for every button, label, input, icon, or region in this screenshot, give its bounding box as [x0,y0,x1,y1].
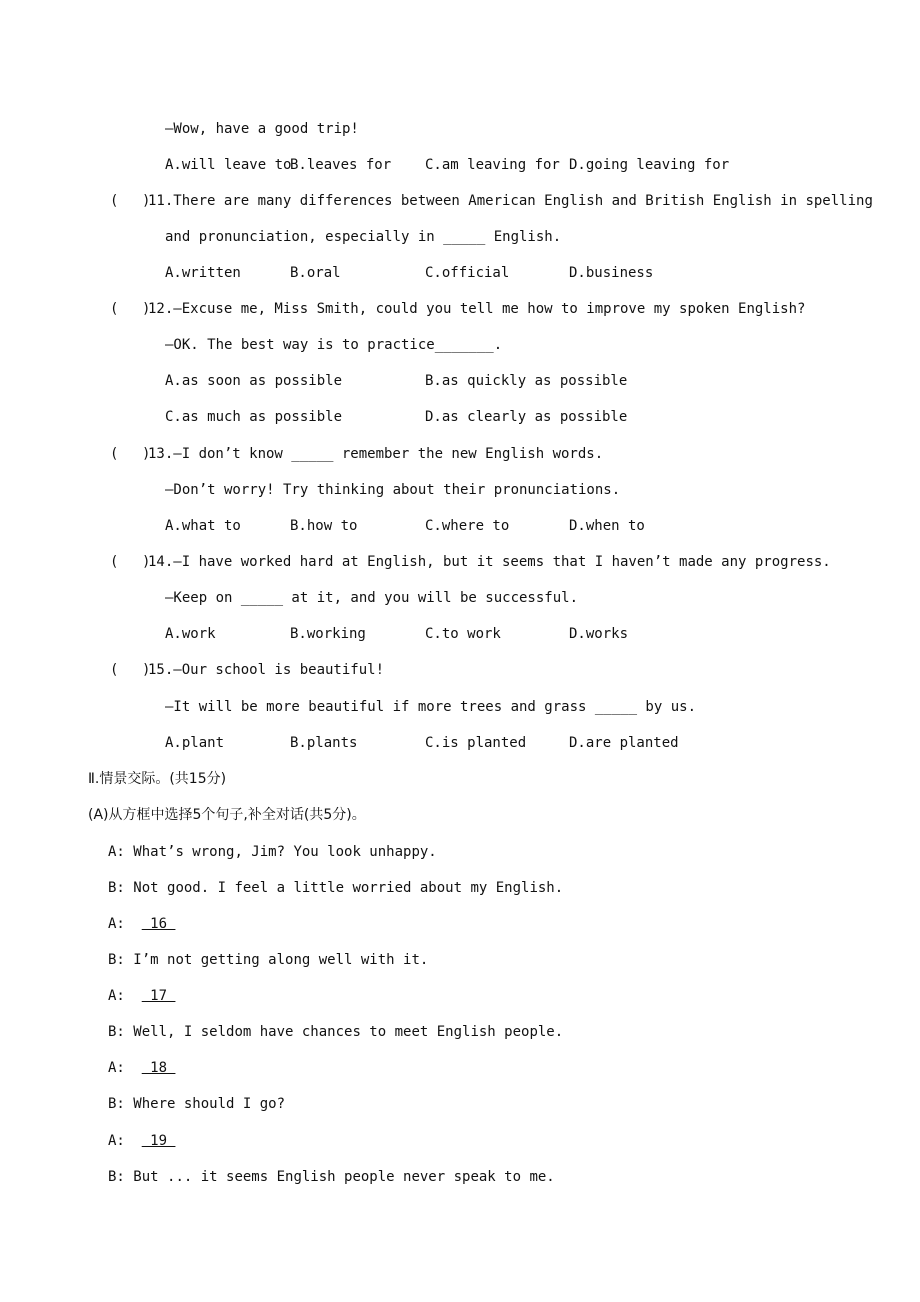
q13-stem-2: —Don’t worry! Try thinking about their pronunciations. [165,482,621,498]
dialog-line [108,879,563,897]
speaker: A: [108,1060,125,1076]
q12-stem-2 [165,336,502,354]
dialog-line [108,1168,555,1186]
q11-stem-1: 11.There are many differences between American English and British English in spelling [148,193,873,209]
q10-reply: —Wow, have a good trip! [165,121,359,137]
dialog-line [108,1095,285,1113]
q13-paren-open: ( [110,446,119,462]
q12-stem-2-pre: —OK. The best way is to practice [165,337,435,353]
answer-blank-17: 17 [141,988,176,1004]
q10-option-d: D.going leaving for [569,157,730,173]
dialog-line [108,987,175,1005]
q12-option-a: A.as soon as possible [165,373,343,389]
answer-blank-16: 16 [141,916,176,932]
q14-paren-close: ) [142,554,151,570]
q11-option-d: D.business [569,265,654,281]
q14-option-b: B.working [290,626,366,642]
q14-paren-open: ( [110,554,119,570]
q11-option-c: C.official [425,265,510,281]
q12-option-b: B.as quickly as possible [425,373,628,389]
q15-paren-open: ( [110,662,119,678]
speaker: A: [108,1133,125,1149]
dialog-text: But ... it seems English people never speak to me. [133,1169,555,1185]
q15-stem-1: 15.—Our school is beautiful! [148,662,385,678]
q14-option-d: D.works [569,626,629,642]
q13-option-b: B.how to [290,518,358,534]
q10-option-a: A.will leave to [165,157,292,173]
dialog-text: Where should I go? [133,1096,286,1112]
q12-blank: _______ [434,337,494,353]
q10-option-c: C.am leaving for [425,157,560,173]
q10-option-b: B.leaves for [290,157,392,173]
q15-option-b: B.plants [290,735,358,751]
q12-option-c: C.as much as possible [165,409,343,425]
speaker: B: [108,1169,125,1185]
q13-option-c: C.where to [425,518,510,534]
answer-blank-18: 18 [141,1060,176,1076]
q14-option-c: C.to work [425,626,501,642]
q13-option-d: D.when to [569,518,645,534]
q15-option-a: A.plant [165,735,225,751]
dialog-line [108,1132,175,1150]
dialog-line [108,951,428,969]
speaker: B: [108,1024,125,1040]
q11-option-a: A.written [165,265,241,281]
q14-option-a: A.work [165,626,216,642]
q11-paren-close: ) [142,193,151,209]
speaker: A: [108,916,125,932]
q15-paren-close: ) [142,662,151,678]
q15-option-d: D.are planted [569,735,679,751]
q12-paren-open: ( [110,301,119,317]
dialog-text: Well, I seldom have chances to meet English people. [133,1024,564,1040]
dialog-text: Not good. I feel a little worried about my English. [133,880,564,896]
q12-paren-close: ) [142,301,151,317]
q11-option-b: B.oral [290,265,341,281]
dialog-line [108,1023,563,1041]
q12-stem-1: 12.—Excuse me, Miss Smith, could you tell me how to improve my spoken English? [148,301,806,317]
speaker: B: [108,880,125,896]
q14-stem-2: —Keep on _____ at it, and you will be successful. [165,590,579,606]
q11-stem-2: and pronunciation, especially in _____ English. [165,229,562,245]
q12-stem-2-post: . [493,337,503,353]
section-heading: Ⅱ.情景交际。(共15分) [88,771,227,787]
q11-paren-open: ( [110,193,119,209]
dialog-line [108,843,437,861]
answer-blank-19: 19 [141,1133,176,1149]
q15-option-c: C.is planted [425,735,527,751]
q14-stem-1: 14.—I have worked hard at English, but it seems that I haven’t made any progress. [148,554,831,570]
dialog-line [108,1059,175,1077]
speaker: B: [108,1096,125,1112]
section-sub-a: (A)从方框中选择5个句子,补全对话(共5分)。 [88,807,366,823]
dialog-line [108,915,175,933]
dialog-text: What’s wrong, Jim? You look unhappy. [133,844,437,860]
dialog-text: I’m not getting along well with it. [133,952,429,968]
speaker: A: [108,988,125,1004]
speaker: B: [108,952,125,968]
q15-stem-2: —It will be more beautiful if more trees and grass _____ by us. [165,699,697,715]
q13-option-a: A.what to [165,518,241,534]
q13-stem-1: 13.—I don’t know _____ remember the new English words. [148,446,604,462]
speaker: A: [108,844,125,860]
q12-option-d: D.as clearly as possible [425,409,628,425]
q13-paren-close: ) [142,446,151,462]
